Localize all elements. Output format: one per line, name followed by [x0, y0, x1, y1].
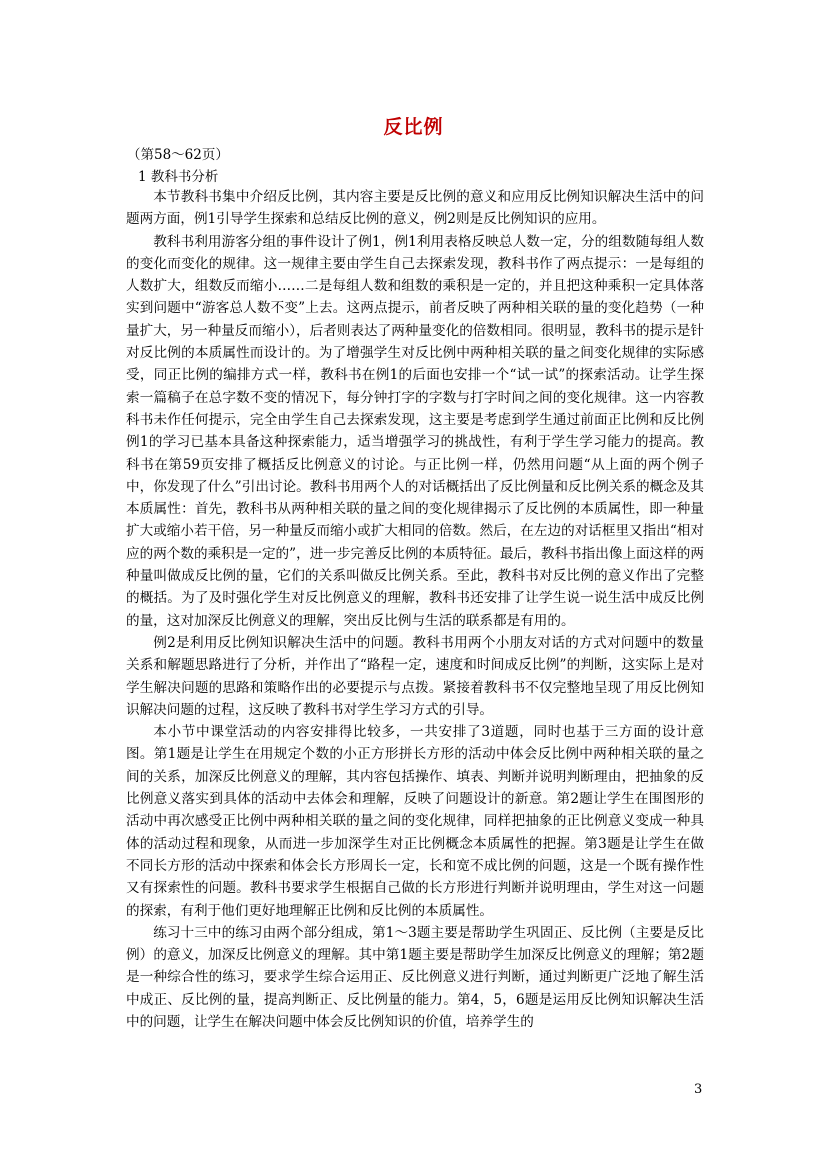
page-range: （第58～62页） — [127, 147, 229, 163]
page-number: 3 — [694, 1082, 703, 1097]
paragraph: 本小节中课堂活动的内容安排得比较多，一共安排了3道题，同时也基于三方面的设计意图。第1题是让学生在用规定个数的小正方形拼长方形的活动中体会反比例中两种相关联的量之间的关系，加深反比例意义的理解，其内容包括操作、填表、判断并说明判断理由，把抽象的反比例意义落实到具体的活动中去体会和理解，反映了问题设计的新意。第2题让学生在围图形的活动中再次感受正比例中两种相关联的量之间的变化规律，同样把抽象的正比例意义变成一种具体的活动过程和现象，从而进一步加深学生对正比例概念本质属性的把握。第3题是让学生在做不同长方形的活动中探索和体会长方形周长一定，长和宽不成比例的问题，这是一个既有操作性又有探索性的问题。教科书要求学生根据自己做的长方形进行判断并说明理由，学生对这一问题的探索，有利于他们更好地理解正比例和反比例的本质属性。 — [126, 724, 704, 919]
paragraph: 例2是利用反比例知识解决生活中的问题。教科书用两个小朋友对话的方式对问题中的数量关系和解题思路进行了分析，并作出了“路程一定，速度和时间成反比例”的判断，这实际上是对学生解决问题的思路和策略作出的必要提示与点拨。紧接着教科书不仅完整地呈现了用反比例知识解决问题的过程，这反映了教科书对学生学习方式的引导。 — [126, 634, 704, 718]
paragraph: 练习十三中的练习由两个部分组成，第1～3题主要是帮助学生巩固正、反比例（主要是反比例）的意义，加深反比例意义的理解。其中第1题主要是帮助学生加深反比例意义的理解；第2题是一种综合性的练习，要求学生综合运用正、反比例意义进行判断，通过判断更广泛地了解生活中成正、反比例的量，提高判断正、反比例量的能力。第4，5，6题是运用反比例知识解决生活中的问题，让学生在解决问题中体会反比例知识的价值，培养学生的 — [126, 924, 704, 1030]
body-text — [126, 186, 704, 1033]
section-heading: 1 教科书分析 — [138, 169, 219, 185]
page-title: 反比例 — [383, 116, 444, 138]
paragraph: 教科书利用游客分组的事件设计了例1，例1利用表格反映总人数一定，分的组数随每组人数的变化而变化的规律。这一规律主要由学生自己去探索发现，教科书作了两点提示：一是每组的人数扩大，组数反而缩小……二是每组人数和组数的乘积是一定的，并且把这种乘积一定具体落实到问题中“游客总人数不变”上去。这两点提示，前者反映了两种相关联的量的变化趋势（一种量扩大，另一种量反而缩小），后者则表达了两种量变化的倍数相同。很明显，教科书的提示是针对反比例的本质属性而设计的。为了增强学生对反比例中两种相关联的量之间变化规律的实际感受，同正比例的编排方式一样，教科书在例1的后面也安排一个“试一试”的探索活动。让学生探索一篇稿子在总字数不变的情况下，每分钟打字的字数与打字时间之间的变化规律。这一内容教科书未作任何提示，完全由学生自己去探索发现，这主要是考虑到学生通过前面正比例和反比例例1的学习已基本具备这种探索能力，适当增强学习的挑战性，有利于学生学习能力的提高。教科书在第59页安排了概括反比例意义的讨论。与正比例一样，仍然用问题“从上面的两个例子中，你发现了什么”引出讨论。教科书用两个人的对话概括出了反比例量和反比例关系的概念及其本质属性：首先，教科书从两种相关联的量之间的变化规律揭示了反比例的本质属性，即一种量扩大或缩小若干倍，另一种量反而缩小或扩大相同的倍数。然后，在左边的对话框里又指出“相对应的两个数的乘积是一定的”，进一步完善反比例的本质特征。最后，教科书指出像上面这样的两种量叫做成反比例的量，它们的关系叫做反比例关系。至此，教科书对反比例的意义作出了完整的概括。为了及时强化学生对反比例意义的理解，教科书还安排了让学生说一说生活中成反比例的量，这对加深反比例意义的理解，突出反比例与生活的联系都是有用的。 — [126, 233, 704, 629]
paragraph: 本节教科书集中介绍反比例，其内容主要是反比例的意义和应用反比例知识解决生活中的问题两方面，例1引导学生探索和总结反比例的意义，例2则是反比例知识的应用。 — [126, 189, 704, 228]
